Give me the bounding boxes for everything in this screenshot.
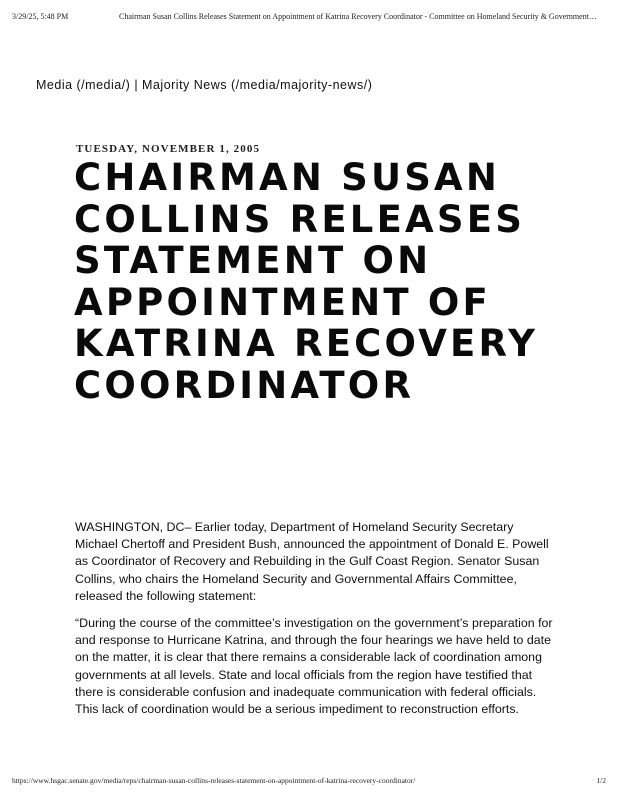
article-paragraph-quote: “During the course of the committee’s investigation on the government’s preparation for and response to Hurricane Katrina, and through the four hearings we have held to date on the matter, it is clear that there remains a considerable lack of coordination among governments at all levels. State and local officials from the region have testified that there is considerable confusion and inadequate communication with federal officials. This lack of coordination would be a serious impediment to reconstruction efforts.	[75, 616, 553, 717]
breadcrumb	[36, 78, 372, 92]
breadcrumb-separator: |	[130, 78, 143, 92]
print-timestamp: 3/29/25, 5:48 PM	[12, 12, 69, 21]
print-footer	[12, 776, 606, 788]
article-body	[75, 519, 555, 728]
article-paragraph-intro: WASHINGTON, DC– Earlier today, Department of Homeland Security Secretary Michael Chertoff and President Bush, announced the appointment of Donald E. Powell as Coordinator of Recovery and Rebuilding in the Gulf Coast Region. Senator Susan Collins, who chairs the Homeland Security and Governmental Affairs Committee, released the following statement:	[75, 520, 549, 603]
breadcrumb-link-media[interactable]: Media (/media/)	[36, 78, 131, 92]
article-date: TUESDAY, NOVEMBER 1, 2005	[76, 143, 261, 155]
print-header	[12, 12, 606, 26]
print-url: https://www.hsgac.senate.gov/media/reps/chairman-susan-collins-releases-statement-on-appointment-of-katrina-recovery-coordinator/	[12, 776, 416, 785]
breadcrumb-link-majority-news[interactable]: Majority News (/media/majority-news/)	[142, 78, 373, 92]
print-page-number: 1/2	[596, 776, 606, 785]
print-document-title: Chairman Susan Collins Releases Statement on Appointment of Katrina Recovery Coordinator - Committee on Homeland Security & Government…	[119, 12, 597, 21]
article-headline: CHAIRMAN SUSAN COLLINS RELEASES STATEMENT ON APPOINTMENT OF KATRINA RECOVERY COORDINATOR	[74, 156, 539, 407]
